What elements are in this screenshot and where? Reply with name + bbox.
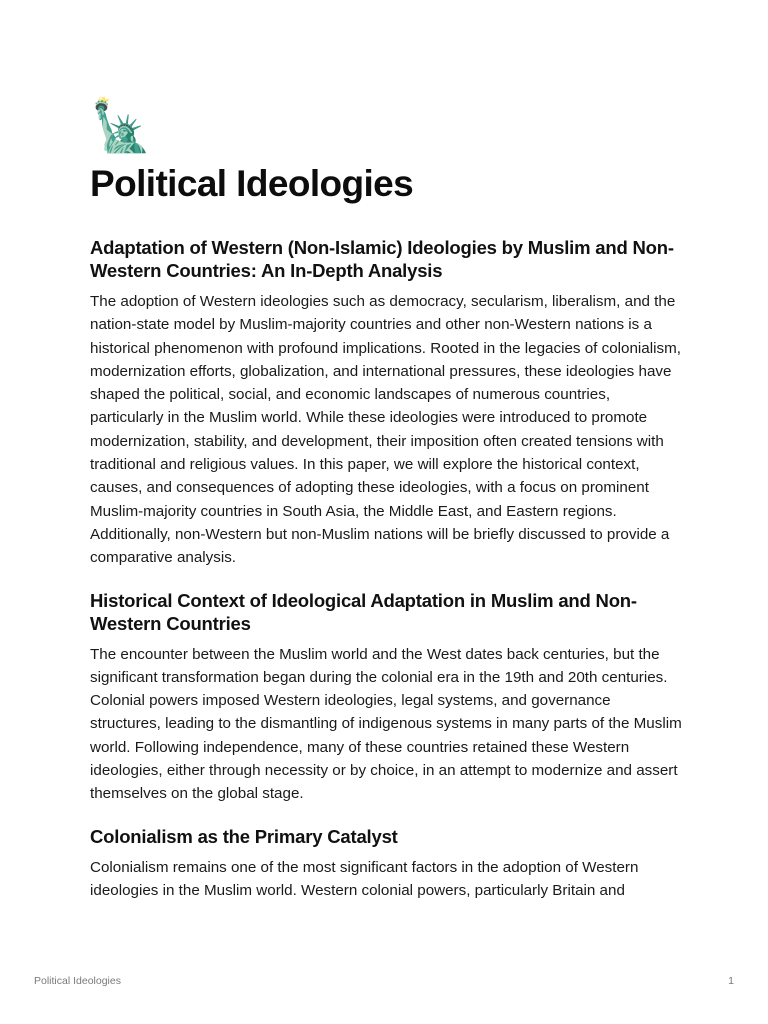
section-heading-colonialism: Colonialism as the Primary Catalyst	[90, 825, 398, 847]
section-heading-adaptation: Adaptation of Western (Non-Islamic) Ideologies by Muslim and Non-Western Countries: An In-Depth Analysis	[90, 237, 674, 281]
document-page	[90, 96, 682, 921]
section-heading-historical-context: Historical Context of Ideological Adaptation in Muslim and Non-Western Countries	[90, 589, 637, 634]
section-body-historical-context: The encounter between the Muslim world and the West dates back centuries, but the significant transformation began during the colonial era in the 19th and 20th centuries. Colonial powers imposed Western ideologies, legal systems, and governance structures, leading to the dismantling of indigenous systems in many parts of the Muslim world. Following independence, many of these countries retained these Western ideologies, either through necessity or by choice, in an attempt to modernize and assert themselves on the global stage.	[90, 645, 682, 803]
section-body-colonialism: Colonialism remains one of the most significant factors in the adoption of Western ideologies in the Muslim world. Western colonial powers, particularly Britain and	[90, 858, 639, 899]
section-body-adaptation: The adoption of Western ideologies such as democracy, secularism, liberalism, and the nation-state model by Muslim-majority countries and other non-Western nations is a historical phenomenon with profound implications. Rooted in the legacies of colonialism, modernization efforts, globalization, and international pressures, these ideologies have shaped the political, social, and economic landscapes of numerous countries, particularly in the Muslim world. While these ideologies were introduced to promote modernization, stability, and development, their imposition often created tensions with traditional and religious values. In this paper, we will explore the historical context, causes, and consequences of adopting these ideologies, with a focus on prominent Muslim-majority countries in South Asia, the Middle East, and Eastern regions. Additionally, non-Western but non-Muslim nations will be briefly discussed to provide a comparative analysis.	[90, 293, 681, 567]
page-title: Political Ideologies	[90, 163, 414, 204]
statue-of-liberty-icon: 🗽	[90, 97, 153, 155]
footer-page-number: 1	[728, 975, 734, 987]
footer-title: Political Ideologies	[34, 975, 121, 987]
